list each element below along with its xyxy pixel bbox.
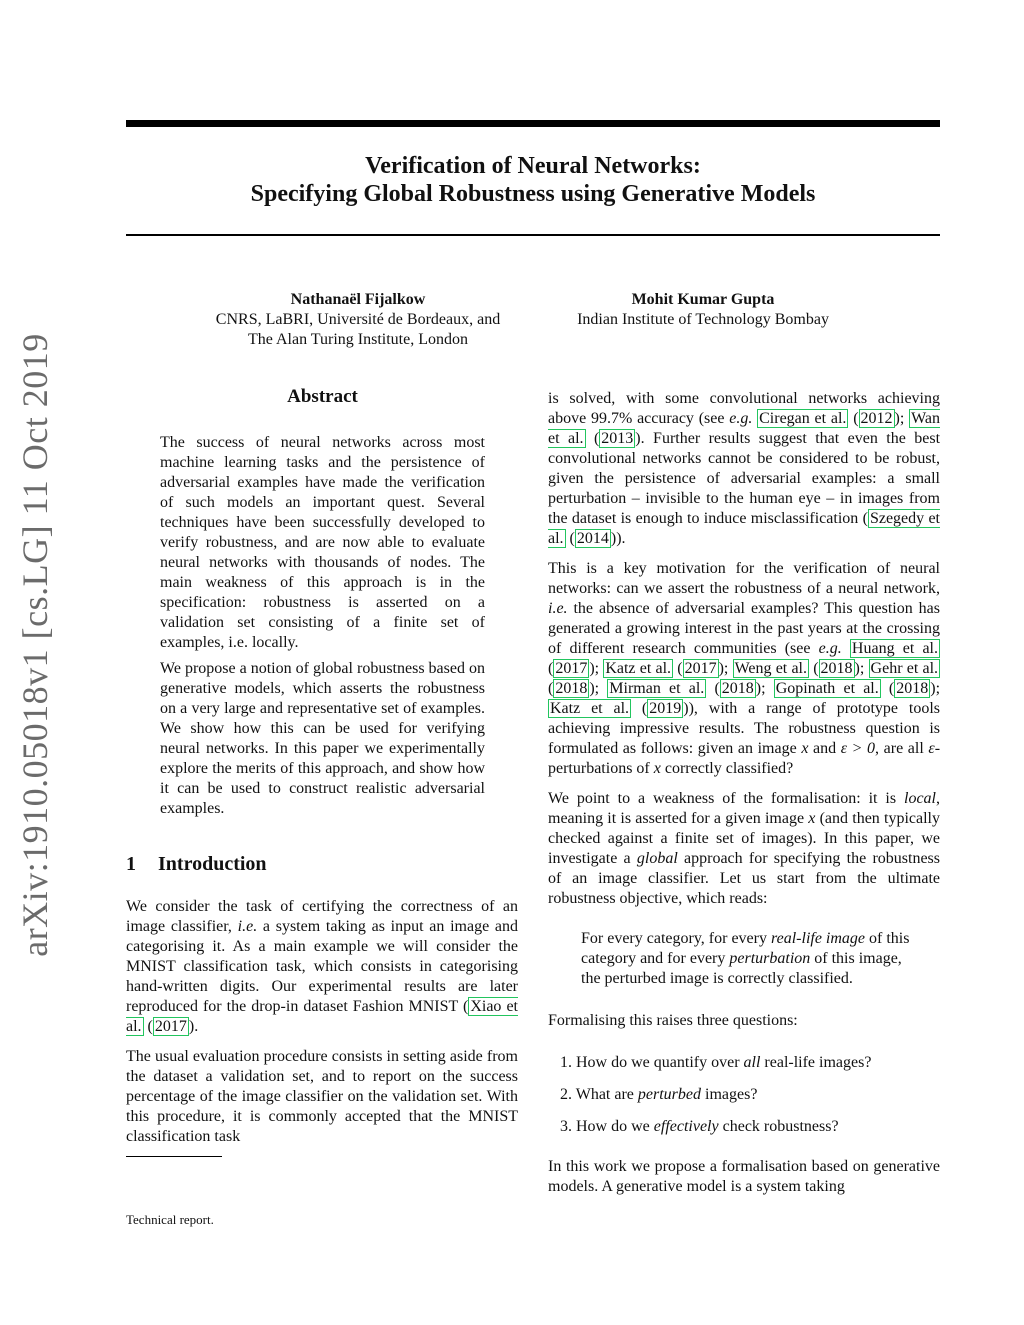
author-affiliation: Indian Institute of Technology Bombay xyxy=(577,311,829,328)
questions-list xyxy=(548,1053,940,1137)
citation-year-link[interactable]: 2013 xyxy=(601,430,634,447)
abstract-heading: Abstract xyxy=(287,386,358,407)
intro-left-column xyxy=(126,897,518,1147)
citation-year-link[interactable]: 2017 xyxy=(154,1018,187,1035)
footnote-rule xyxy=(126,1156,222,1157)
abstract-body xyxy=(160,433,485,819)
right-paragraph-5: In this work we propose a formalisation based on generative models. A generative model is a system taking xyxy=(548,1158,940,1195)
author-affiliation: The Alan Turing Institute, London xyxy=(248,331,468,348)
citation-year-link[interactable]: 2017 xyxy=(684,660,717,677)
citation-year-link[interactable]: 2018 xyxy=(721,680,754,697)
citation-year-link[interactable]: 2019 xyxy=(649,700,682,717)
citation-year-link[interactable]: 2018 xyxy=(555,680,588,697)
author-1 xyxy=(186,290,530,350)
citation-link[interactable]: Huang et al. xyxy=(851,640,938,657)
section-heading-introduction xyxy=(126,853,267,876)
abstract-paragraph-1: The success of neural networks across most machine learning tasks and the persistence of adversarial examples have made the verification of such models an important quest. Several techniques have been successfully developed to verify robustness, and are now able to evaluate neural networks with thousands of nodes. The main weakness of this approach is in the specification: robustness is asserted on a validation set consisting of a finite set of examples, i.e. locally. xyxy=(160,434,485,651)
right-column xyxy=(548,389,940,1197)
title-bottom-rule xyxy=(126,234,940,236)
citation-year-link[interactable]: 2018 xyxy=(820,660,853,677)
citation-link[interactable]: Katz et al. xyxy=(605,660,672,677)
list-item: 1. How do we quantify over all real-life images? xyxy=(560,1054,872,1071)
citation-year-link[interactable]: 2012 xyxy=(860,410,893,427)
citation-year-link[interactable]: 2018 xyxy=(896,680,929,697)
citation-link[interactable]: Weng et al. xyxy=(734,660,807,677)
section-title: Introduction xyxy=(158,853,267,875)
citation-link[interactable]: Katz et al. xyxy=(550,700,630,717)
author-name: Mohit Kumar Gupta xyxy=(631,291,775,308)
arxiv-id: arXiv:1910.05018v1 [cs.LG] 11 Oct 2019 xyxy=(15,333,55,957)
right-paragraph-3: We point to a weakness of the formalisation: it is local, meaning it is asserted for a given image x (and then typically checked against a finite set of images). In this paper, we investigate a global approach for specifying the robustness of an image classifier. Let us start from the ultimate robustness objective, which reads: xyxy=(548,790,940,907)
intro-paragraph-2: The usual evaluation procedure consists in setting aside from the dataset a validation set, and to report on the success percentage of the image classifier on the validation set. With this procedure, it is commonly accepted that the MNIST classification task xyxy=(126,1048,518,1145)
citation-link[interactable]: Ciregan et al. xyxy=(759,410,847,427)
citation-link[interactable]: Szegedy et al. xyxy=(548,510,941,547)
intro-paragraph-1: We consider the task of certifying the correctness of an image classifier, i.e. a system taking as input an image and categorising it. As a main example we will consider the MNIST classification task, which consists in categorising hand-written digits. Our experimental results are later reproduced for the drop-in dataset Fashion MNIST ( Xiao et al. ( 2017 ). xyxy=(126,898,518,1035)
list-item: 3. How do we effectively check robustness? xyxy=(560,1118,839,1135)
section-number: 1 xyxy=(126,853,136,875)
right-paragraph-4: Formalising this raises three questions: xyxy=(548,1012,798,1029)
arxiv-stamp xyxy=(0,333,70,957)
citation-year-link[interactable]: 2014 xyxy=(576,530,609,547)
title-top-rule xyxy=(126,120,940,127)
list-item: 2. What are perturbed images? xyxy=(560,1086,758,1103)
right-paragraph-2: This is a key motivation for the verification of neural networks: can we assert the robustness of a neural network, i.e. the absence of adversarial examples? This question has generated a growing interest in the past years at the crossing of different research communities (see e.g. Huang et al. ( 2017 ); Katz et al. ( 2017 ); Weng et al. ( 2018 ); Gehr et al. ( 2018 ); Mirman et al. ( 2018 ); Gopinath et al. ( 2018 ); Katz et al. ( 2019 )), with a range of prototype tools achieving impressive results. The robustness question is formulated as follows: given an image x and ε > 0, are all ε-perturbations of x correctly classified? xyxy=(548,560,941,777)
paper-title-line1: Verification of Neural Networks: xyxy=(365,153,701,179)
author-affiliation: CNRS, LaBRI, Université de Bordeaux, and xyxy=(215,311,501,328)
paper-title-line2: Specifying Global Robustness using Generative Models xyxy=(250,181,816,207)
citation-year-link[interactable]: 2017 xyxy=(555,660,588,677)
citation-link[interactable]: Gehr et al. xyxy=(870,660,939,677)
robustness-objective-quote: For every category, for every real-life image of this category and for every perturbation of this image, the perturbed image is correctly classified. xyxy=(581,930,910,987)
author-name: Nathanaël Fijalkow xyxy=(290,291,426,308)
citation-link[interactable]: Wan et al. xyxy=(548,410,941,447)
right-paragraph-1: is solved, with some convolutional networks achieving above 99.7% accuracy (see e.g. Ciregan et al. ( 2012 ); Wan et al. ( 2013 ). Further results suggest that even the best convolutional networks cannot be considered to be robust, given the persistence of adversarial examples: a small perturbation – invisible to the human eye – in images from the dataset is enough to induce misclassification ( Szegedy et al. ( 2014 )). xyxy=(548,390,941,547)
abstract-paragraph-2: We propose a notion of global robustness based on generative models, which asserts the robustness on a very large and representative set of examples. We show how this can be used for verifying neural networks. In this paper we experimentally explore the merits of this approach, and show how it can be used to construct realistic adversarial examples. xyxy=(160,660,485,817)
citation-link[interactable]: Mirman et al. xyxy=(609,680,705,697)
author-2 xyxy=(548,290,858,330)
citation-link[interactable]: Gopinath et al. xyxy=(775,680,879,697)
citation-link[interactable]: Xiao et al. xyxy=(126,998,518,1035)
footnote: Technical report. xyxy=(126,1212,214,1227)
